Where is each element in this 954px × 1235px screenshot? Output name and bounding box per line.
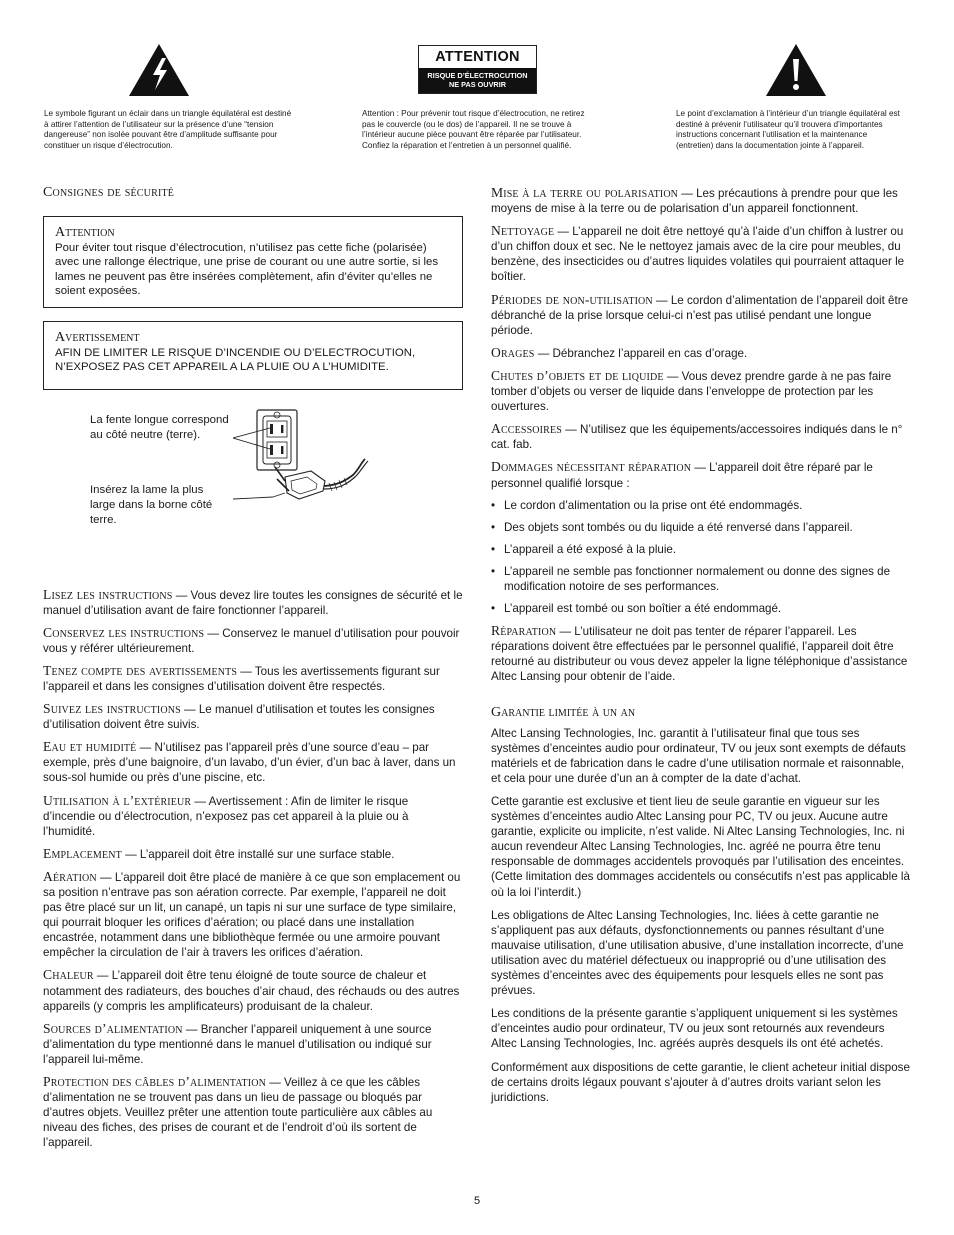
damage-conditions-list (491, 498, 911, 617)
instruction-item: Tenez compte des avertissements — Tous les avertissements figurant sur l’appareil et dans les consignes d’utilisation doivent être respectés. (43, 662, 440, 693)
instruction-item: Accessoires — N’utilisez que les équipements/accessoires indiqués dans le n° cat. fab. (491, 421, 903, 452)
instruction-item: Protection des câbles d’alimentation — Veillez à ce que les câbles d’alimentation ne se trouvent pas dans un lieu de passage ou bloqués par d’autres objets. Veuillez prêter une attention toute particulière aux câbles au niveau des fiches, des prises de courant et de l’endroit d’où ils sortent de l’appareil. (43, 1074, 433, 1150)
lightning-triangle-icon (129, 44, 189, 96)
attention-label-box (418, 45, 537, 94)
instruction-item: Sources d’alimentation — Brancher l’appareil uniquement à une source d’alimentation du type mentionné dans le manuel d’utilisation ou indiqué sur l’appareil lui-même. (43, 1020, 432, 1066)
attention-box-text: Pour éviter tout risque d’électrocution, n’utilisez pas cette fiche (polarisée) avec une rallonge électrique, une prise de courant ou une autre sortie, si les lames ne peuvent pas être insérées complètement, afin d’éviter qu’elles ne soient exposées. (55, 242, 439, 297)
warranty-paragraph: Conformément aux dispositions de cette garantie, le client acheteur initial dispose de certains droits légaux pouvant s’ajouter à d’autres droits variant selon les juridictions. (491, 1060, 910, 1104)
list-item: • L’appareil a été exposé à la pluie. (491, 542, 911, 557)
warranty-paragraph: Les conditions de la présente garantie s’appliquent uniquement si les systèmes d’enceintes audio pour ordinateur, TV ou jeux sont retournés aux revendeurs Altec Lansing Technologies, Inc. agréés auprès desquels ils ont été achetés. (491, 1007, 898, 1051)
plug-label-wide-blade: Insérez la lame la plus large dans la borne côté terre. (90, 483, 213, 526)
instruction-item: Aération — L’appareil doit être placé de manière à ce que son emplacement ou sa position n’entrave pas son aération correcte. Par exemple, l’appareil ne doit pas être placé sur un lit, un canapé, un tapis ni sur une surface de type similaire, qui pourrait bloquer les orifices d’aération; ou placé dans une installation encastrée, notamment dans une bibliothèque fermée ou une armoire pouvant empêcher la circulation de l’air à travers les orifices d’aération. (43, 868, 461, 960)
plug-diagram-area (43, 407, 463, 587)
instruction-item: Mise à la terre ou polarisation — Les précautions à prendre pour que les moyens de mise à la terre ou de polarisation d’un appareil fonctionnent. (491, 185, 898, 216)
instruction-item: Lisez les instructions — Vous devez lire toutes les consignes de sécurité et le manuel d’utilisation avant de faire fonctionner l’appareil. (43, 586, 463, 617)
warranty-paragraph: Les obligations de Altec Lansing Technologies, Inc. liées à cette garantie ne s’appliquent pas aux défauts, dysfonctionnements ou pannes résultant d’une mauvaise utilisation, d’une utilisation abusive, d’une installation incorrecte, d’une utilisation avec du matériel défectueux ou inapproprié ou d’une utilisation des systèmes d’enceintes avec des équipements pour lesquels elles ne sont pas prévues. (491, 908, 904, 998)
instruction-item: Utilisation à l’extérieur — Avertissement : Afin de limiter le risque d’incendie ou d’électrocution, n’exposez pas cet appareil à la pluie ou à l’humidité. (43, 792, 409, 838)
instruction-item: Dommages nécessitant réparation — L’appareil doit être réparé par le personnel qualifié lorsque : (491, 459, 873, 490)
page-number: 5 (473, 1195, 481, 1207)
shock-warning-column (44, 44, 294, 150)
instruction-item: Eau et humidité — N’utilisez pas l’appareil près d’une source d’eau – par exemple, près d’une baignoire, d’un lavabo, d’un évier, d’un bac à laver, dans un sous-sol humide ou près d’une piscine, etc. (43, 739, 456, 785)
attention-label: ATTENTION (419, 46, 536, 68)
warranty-section (491, 705, 911, 1105)
list-item: • Des objets sont tombés ou du liquide a été renversé dans l’appareil. (491, 520, 911, 535)
instruction-item: Nettoyage — L’appareil ne doit être nettoyé qu’à l’aide d’un chiffon à lustrer ou d’un chiffon doux et sec. Ne le nettoyez jamais avec de la cire pour meubles, du benzène, des insecticides ou d’autres liquides volatiles qui pourraient attaquer le boîtier. (491, 223, 905, 284)
instruction-item: Orages — Débranchez l’appareil en cas d’orage. (491, 344, 748, 360)
list-item: • Le cordon d’alimentation ou la prise ont été endommagés. (491, 498, 911, 513)
warranty-title: Garantie limitée à un an (491, 704, 636, 720)
lightning-symbol-text: Le symbole figurant un éclair dans un triangle équilatéral est destiné à attirer l’attention de l’utilisateur sur la présence d’une “tension dangereuse” non isolée pouvant être d’amplitude suffisante pour constituer un risque d’électrocution. (44, 109, 292, 150)
warning-box-title: Avertissement (55, 330, 140, 345)
attention-box (43, 216, 463, 308)
list-item: • L’appareil ne semble pas fonctionner normalement ou donne des signes de modification notoire de ses performances. (491, 564, 911, 594)
instruction-item: Emplacement — L’appareil doit être installé sur une surface stable. (43, 845, 395, 861)
exclamation-column (676, 44, 906, 150)
exclamation-symbol (676, 44, 906, 102)
warning-box-text: AFIN DE LIMITER LE RISQUE D’INCENDIE OU D’ELECTROCUTION, N’EXPOSEZ PAS CET APPAREIL A LA PLUIE OU A L’HUMIDITE. (55, 347, 416, 374)
instruction-item: Conservez les instructions — Conservez le manuel d’utilisation pour pouvoir vous y référer ultérieurement. (43, 624, 460, 655)
right-column (491, 185, 911, 1113)
instruction-item: Périodes de non-utilisation — Le cordon d’alimentation de l’appareil doit être débranché de la prise lorsque celui-ci n’est pas utilisé pendant une longue période. (491, 291, 909, 337)
attention-sublabel-line2: NE PAS OUVRIR (448, 80, 507, 89)
attention-box-title: Attention (55, 225, 115, 241)
safety-instructions-list (43, 587, 463, 1151)
instruction-item: Chutes d’objets et de liquide — Vous devez prendre garde à ne pas faire tomber d’objets ou verser de liquide dans l’enveloppe de protection par les ouvertures. (491, 367, 892, 414)
polarized-plug-diagram (233, 407, 383, 517)
warranty-paragraph: Cette garantie est exclusive et tient lieu de seule garantie en vigueur sur les systèmes d’enceintes audio Altec Lansing pour PC, TV ou jeux. Aucune autre garantie, explicite ou implicite, n’est valide. Ni Altec Lansing Technologies, Inc. ni aucun revendeur Altec Lansing Technologies, Inc. agréé ne pourra être tenu responsable de dommages accidentels provoqués par l’utilisation des enceintes. (Cette limitation des dommages accidentels ou consécutifs n’est pas applicable là où la loi l’interdit.) (491, 795, 910, 899)
lightning-symbol (44, 44, 294, 102)
list-item: • L’appareil est tombé ou son boîtier a été endommagé. (491, 601, 911, 616)
instruction-item: Suivez les instructions — Le manuel d’utilisation et toutes les consignes d’utilisation doivent être suivis. (43, 701, 435, 732)
repair-item: Réparation — L’utilisateur ne doit pas tenter de réparer l’appareil. Les réparations doivent être effectuées par le personnel qualifié, l’appareil doit être retourné au distributeur ou vous devez appeler la ligne téléphonique d’assistance Altec Lansing pour obtenir de l’aide. (491, 623, 908, 684)
attention-sublabel-line1: RISQUE D’ÉLECTROCUTION (427, 71, 528, 80)
exclamation-triangle-icon (766, 44, 826, 96)
warranty-paragraph: Altec Lansing Technologies, Inc. garantit à l’utilisateur final que tous ses systèmes d’enceintes audio pour ordinateur, TV ou jeux sont exempts de défauts matériels et de fabrication dans le cadre d’une utilisation normale et raisonnable, et cela pour une durée d’un an à compter de la date d’achat. (491, 726, 906, 785)
exclamation-symbol-text: Le point d’exclamation à l’intérieur d’un triangle équilatéral est destiné à prévenir l’utilisateur qu’il trouvera d’importantes instructions concernant l’utilisation et la maintenance (entretien) dans la documentation jointe à l’appareil. (676, 109, 900, 150)
attention-sublabel (419, 68, 536, 93)
warning-box (43, 321, 463, 390)
attention-text: Attention : Pour prévenir tout risque d’électrocution, ne retirez pas le couvercle (ou le dos) de l’appareil. Il ne se trouve à l’intérieur aucune pièce pouvant être réparée par l’utilisateur. Confiez la réparation et l’entretien à un personnel qualifié. (362, 109, 585, 150)
safety-section-title: Consignes de sécurité (43, 185, 175, 200)
left-column (43, 185, 463, 1158)
plug-label-neutral: La fente longue correspond au côté neutre (terre). (90, 413, 229, 441)
instruction-item: Chaleur — L’appareil doit être tenu éloigné de toute source de chaleur et notamment des radiateurs, des bouches d’air chaud, des réchauds ou des autres appareils (y compris les amplificateurs) produisant de la chaleur. (43, 967, 460, 1013)
